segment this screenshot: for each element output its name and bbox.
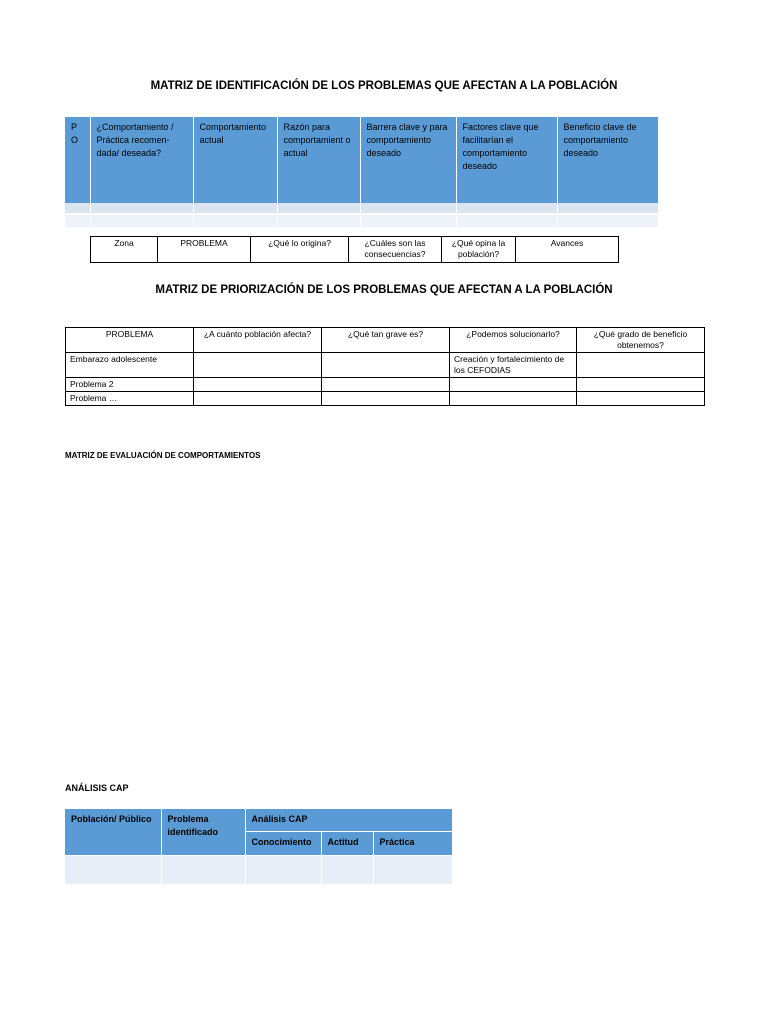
table-cell[interactable] [193, 214, 277, 227]
header-cell: ¿Comportamiento / Práctica recomen-dada/ deseada? [90, 117, 193, 203]
header-cell: Análisis CAP [245, 809, 452, 832]
table-row [65, 203, 658, 214]
header-cell: Beneficio clave de comportamiento deseado [557, 117, 658, 203]
table-row [66, 378, 705, 392]
header-cell: Zona [91, 237, 158, 263]
table-cell[interactable] [90, 203, 193, 214]
header-cell: Factores clave que facilitarían el comportamiento deseado [456, 117, 557, 203]
matrix-evaluation-title: MATRIZ DE EVALUACIÓN DE COMPORTAMIENTOS [65, 451, 261, 460]
header-cell: Población/ Público [65, 809, 161, 856]
table-row [66, 392, 705, 406]
table-cell[interactable] [360, 203, 456, 214]
header-cell: PROBLEMA [158, 237, 251, 263]
table-cell[interactable]: Creación y fortalecimiento de los CEFODIAS [450, 353, 577, 378]
table-cell[interactable] [65, 214, 90, 227]
table-cell[interactable] [194, 353, 322, 378]
header-cell: Comportamiento actual [193, 117, 277, 203]
cap-analysis-title: ANÁLISIS CAP [65, 783, 129, 793]
header-cell: Actitud [321, 832, 373, 856]
table-header-row [65, 809, 452, 832]
matrix-prioritization-title: MATRIZ DE PRIORIZACIÓN DE LOS PROBLEMAS QUE AFECTAN A LA POBLACIÓN [155, 284, 613, 296]
header-cell: PROBLEMA [66, 328, 194, 353]
table-cell[interactable] [450, 392, 577, 406]
table-header-row [91, 237, 619, 263]
header-cell: ¿A cuánto población afecta? [194, 328, 322, 353]
table-cell[interactable] [322, 392, 450, 406]
table-cell[interactable] [450, 378, 577, 392]
table-row [66, 353, 705, 378]
table-cell[interactable] [360, 214, 456, 227]
problem-detail-table [90, 236, 619, 263]
table-cell[interactable] [194, 378, 322, 392]
prioritization-matrix-table [65, 327, 705, 406]
table-cell[interactable] [577, 378, 705, 392]
header-cell: P O [65, 117, 90, 203]
table-cell[interactable]: Problema … [66, 392, 194, 406]
table-cell[interactable]: Problema 2 [66, 378, 194, 392]
table-cell[interactable] [557, 214, 658, 227]
table-cell[interactable] [322, 353, 450, 378]
header-cell: Avances [516, 237, 619, 263]
matrix-identification-title: MATRIZ DE IDENTIFICACIÓN DE LOS PROBLEMAS QUE AFECTAN A LA POBLACIÓN [150, 80, 618, 92]
header-cell: ¿Qué grado de beneficio obtenemos? [577, 328, 705, 353]
table-cell[interactable] [245, 856, 321, 885]
table-cell[interactable] [456, 214, 557, 227]
header-cell: ¿Cuáles son las consecuencias? [349, 237, 442, 263]
table-header-row [66, 328, 705, 353]
table-cell[interactable] [557, 203, 658, 214]
identification-matrix-table [65, 117, 659, 227]
table-cell[interactable] [194, 392, 322, 406]
table-cell[interactable] [161, 856, 245, 885]
table-cell[interactable] [277, 203, 360, 214]
header-cell: Práctica [373, 832, 452, 856]
table-cell[interactable] [193, 203, 277, 214]
header-cell: ¿Qué lo origina? [251, 237, 349, 263]
table-cell[interactable] [322, 378, 450, 392]
cap-analysis-table [65, 809, 453, 884]
header-cell: Razón para comportamient o actual [277, 117, 360, 203]
table-cell[interactable] [277, 214, 360, 227]
table-cell[interactable] [65, 856, 161, 885]
table-cell[interactable] [373, 856, 452, 885]
table-cell[interactable] [456, 203, 557, 214]
header-cell: ¿Podemos solucionarlo? [450, 328, 577, 353]
table-header-row [65, 117, 658, 203]
header-cell: ¿Qué opina la población? [442, 237, 516, 263]
header-cell: Barrera clave y para comportamiento deseado [360, 117, 456, 203]
table-cell[interactable] [90, 214, 193, 227]
table-row [65, 856, 452, 885]
table-cell[interactable] [577, 392, 705, 406]
header-cell: Conocimiento [245, 832, 321, 856]
header-cell: ¿Qué tan grave es? [322, 328, 450, 353]
table-row [65, 214, 658, 227]
header-cell: Problema identificado [161, 809, 245, 856]
table-cell[interactable] [321, 856, 373, 885]
table-cell[interactable]: Embarazo adolescente [66, 353, 194, 378]
table-cell[interactable] [65, 203, 90, 214]
table-cell[interactable] [577, 353, 705, 378]
